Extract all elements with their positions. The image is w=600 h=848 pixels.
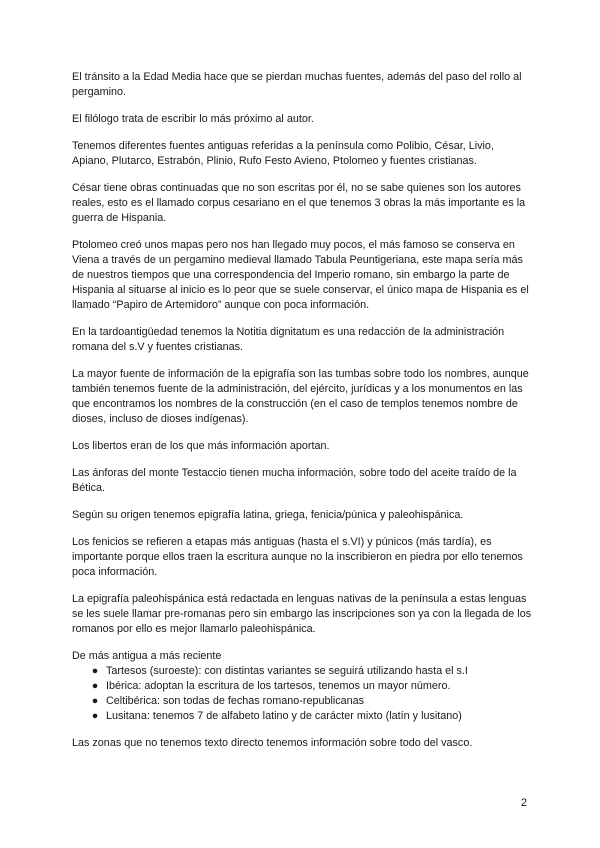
paragraph-epigrafia-tumbas: La mayor fuente de información de la epigrafía son las tumbas sobre todo los nombres, aunque también tenemos fuente de la administración, del ejército, jurídicas y a los monumentos en las que encontramos los nombres de la construcción (en el caso de templos tenemos nombre de dioses, incluso de dioses indígenas). xyxy=(72,368,529,425)
page-number: 2 xyxy=(520,797,527,809)
paragraph-anforas: Las ánforas del monte Testaccio tienen mucha información, sobre todo del aceite traído de la Bética. xyxy=(72,467,517,494)
paragraph-vasco: Las zonas que no tenemos texto directo tenemos información sobre todo del vasco. xyxy=(72,737,473,749)
list-item xyxy=(90,664,532,679)
paragraph-ptolomeo: Ptolomeo creó unos mapas pero nos han llegado muy pocos, el más famoso se conserva en Viena a través de un pergamino medieval llamado Tabula Peuntigeriana, este mapa sería más de nuestros tiempos que una correspondencia del Imperio romano, sin embargo la parte de Hispania al situarse al inicio es lo peor que se suele conservar, el único mapa de Hispania es el llamado “Papiro de Artemidoro” aunque con poca información. xyxy=(72,239,529,311)
document-page xyxy=(72,70,532,763)
list-item xyxy=(90,679,532,694)
paragraph-paleohispanica: La epigrafía paleohispánica está redactada en lenguas nativas de la península a estas lenguas se les suele llamar pre-romanas pero sin embargo las inscripciones son ya con la llegada de los romanos por ello es mejor llamarlo paleohispánica. xyxy=(72,593,532,635)
list-item xyxy=(90,709,532,724)
paragraph-origen-epigrafia: Según su origen tenemos epigrafía latina, griega, fenicia/púnica y paleohispánica. xyxy=(72,509,464,521)
paragraph-libertos: Los libertos eran de los que más información aportan. xyxy=(72,440,330,452)
list-item-text: Celtibérica: son todas de fechas romano-republicanas xyxy=(106,695,365,707)
paragraph-cesar: César tiene obras continuadas que no son escritas por él, no se sabe quienes son los autores reales, esto es el llamado corpus cesariano en el que tenemos 3 obras la más importante es la guerra de Hispania. xyxy=(72,182,526,224)
list-item-text: Ibérica: adoptan la escritura de los tartesos, tenemos un mayor número. xyxy=(106,680,451,692)
bullet-icon: ● xyxy=(91,665,99,677)
paragraph-fuentes-antiguas: Tenemos diferentes fuentes antiguas referidas a la península como Polibio, César, Livio, Apiano, Plutarco, Estrabón, Plinio, Rufo Festo Avieno, Ptolomeo y fuentes cristianas. xyxy=(72,140,494,167)
list-item xyxy=(90,694,532,709)
paragraph-filologo: El filólogo trata de escribir lo más próximo al autor. xyxy=(72,113,314,125)
list-item-text: Lusitana: tenemos 7 de alfabeto latino y de carácter mixto (latín y lusitano) xyxy=(106,710,462,722)
paragraph-tardoantiguedad: En la tardoantigüedad tenemos la Notitia dignitatum es una redacción de la administración romana del s.V y fuentes cristianas. xyxy=(72,326,505,353)
list-title: De más antigua a más reciente xyxy=(72,650,222,662)
bullet-icon: ● xyxy=(91,680,99,692)
paragraph-fenicios: Los fenicios se refieren a etapas más antiguas (hasta el s.VI) y púnicos (más tardía), es importante porque ellos traen la escritura aunque no la inscribieron en piedra por ello tenemos poca información. xyxy=(72,536,523,578)
bullet-icon: ● xyxy=(91,710,99,722)
paragraph-edad-media: El tránsito a la Edad Media hace que se pierdan muchas fuentes, además del paso del rollo al pergamino. xyxy=(72,71,522,98)
bullet-list xyxy=(72,664,532,724)
list-item-text: Tartesos (suroeste): con distintas variantes se seguirá utilizando hasta el s.I xyxy=(106,665,468,677)
bullet-icon: ● xyxy=(91,695,99,707)
